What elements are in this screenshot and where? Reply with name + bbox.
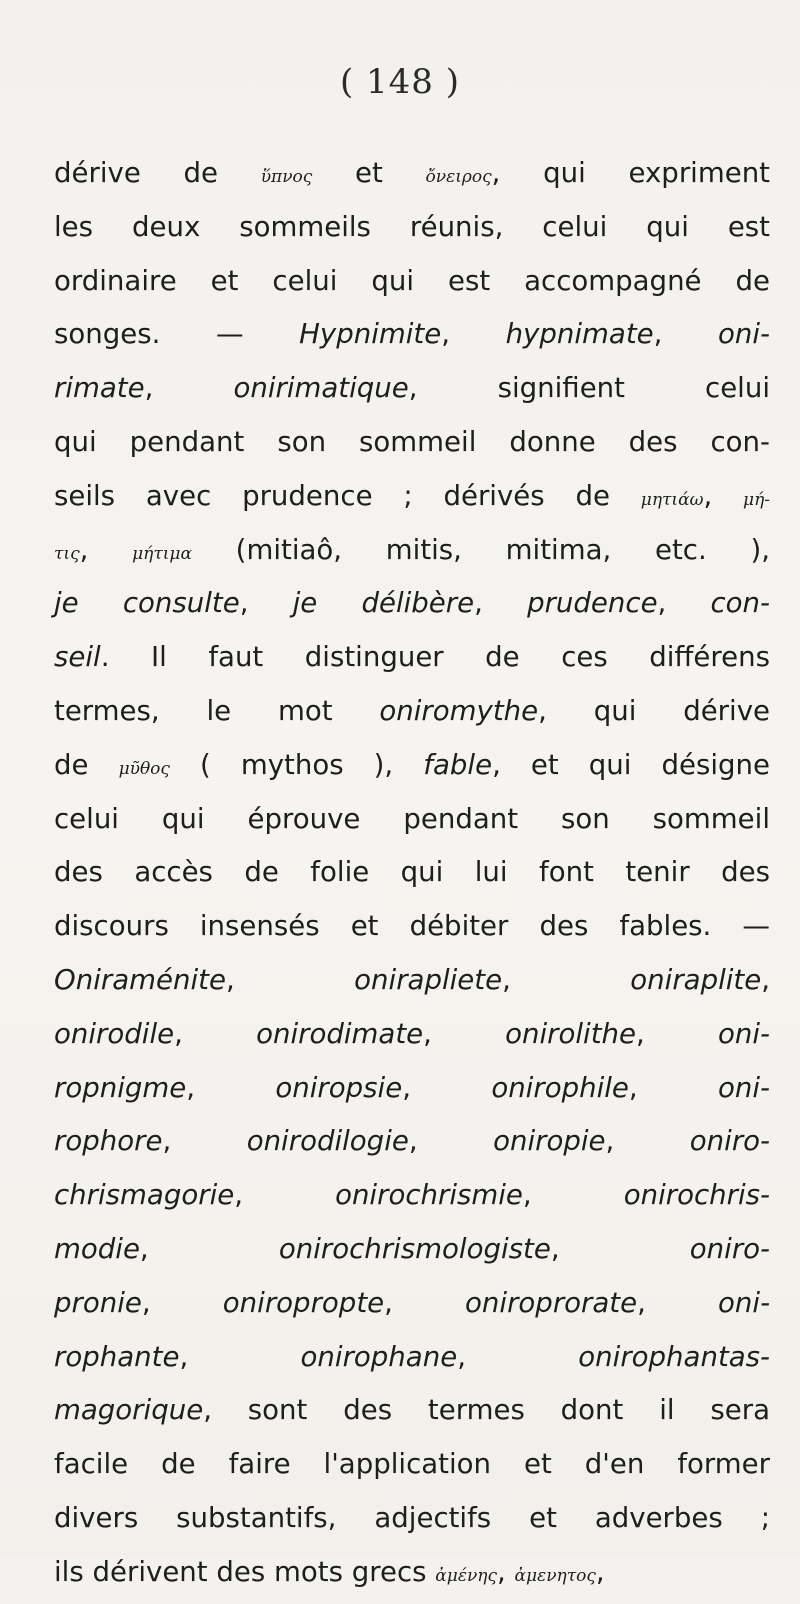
text-segment: , bbox=[179, 1339, 301, 1373]
text-segment: , bbox=[162, 1124, 247, 1158]
text-segment: ordinaire et celui qui est accompagné de bbox=[54, 263, 770, 297]
body-text bbox=[54, 146, 770, 1599]
text-line bbox=[54, 1007, 770, 1061]
text-segment: , bbox=[605, 1124, 690, 1158]
text-line bbox=[54, 1114, 770, 1168]
italic-term: je délibère bbox=[292, 586, 475, 620]
text-segment: , bbox=[653, 317, 718, 351]
italic-term: fable bbox=[423, 747, 493, 781]
italic-term: onirodile bbox=[54, 1016, 175, 1050]
italic-term: Oniraménite bbox=[54, 962, 226, 996]
italic-term: oniropie bbox=[493, 1124, 606, 1158]
italic-term: seil bbox=[54, 640, 101, 674]
italic-term: oniroprorate bbox=[465, 1285, 638, 1319]
text-segment: , sont des termes dont il sera bbox=[203, 1393, 770, 1427]
text-segment: divers substantifs, adjectifs et adverbes ; bbox=[54, 1500, 770, 1534]
text-line bbox=[54, 845, 770, 899]
text-segment: seils avec prudence ; dérivés de bbox=[54, 478, 641, 512]
text-segment: termes, le mot bbox=[54, 693, 380, 727]
italic-term: pronie bbox=[54, 1285, 142, 1319]
italic-term: onirochrismologiste bbox=[278, 1231, 551, 1265]
greek-word: ἀμένης bbox=[435, 1565, 497, 1586]
text-segment: (mitiaô, mitis, mitima, etc. ), bbox=[191, 532, 771, 566]
text-line bbox=[54, 1061, 770, 1115]
text-segment: , bbox=[474, 586, 528, 620]
text-line bbox=[54, 792, 770, 846]
text-line bbox=[54, 576, 770, 630]
text-segment: des accès de folie qui lui font tenir des bbox=[54, 855, 770, 889]
text-segment: , bbox=[141, 1285, 223, 1319]
italic-term: rophante bbox=[54, 1339, 180, 1373]
italic-term: oniro- bbox=[689, 1231, 771, 1265]
italic-term: oni- bbox=[718, 1285, 771, 1319]
text-segment: , bbox=[423, 1016, 506, 1050]
italic-term: rophore bbox=[54, 1124, 163, 1158]
italic-term: hypnimate bbox=[505, 317, 654, 351]
text-segment: , bbox=[384, 1285, 466, 1319]
italic-term: onirodilogie bbox=[246, 1124, 409, 1158]
italic-term: Hypnimite bbox=[299, 317, 442, 351]
text-segment: et bbox=[312, 156, 426, 189]
italic-term: oni- bbox=[717, 317, 770, 351]
text-line bbox=[54, 361, 770, 415]
italic-term: onirodimate bbox=[256, 1016, 424, 1050]
text-segment: , bbox=[144, 371, 234, 405]
text-segment: , bbox=[657, 586, 711, 620]
italic-term: onirophantas- bbox=[578, 1339, 771, 1373]
text-segment: discours insensés et débiter des fables. — bbox=[54, 909, 770, 943]
text-segment: , bbox=[636, 1016, 719, 1050]
text-line bbox=[54, 953, 770, 1007]
italic-term: oniropropte bbox=[222, 1285, 385, 1319]
text-segment: , qui dérive bbox=[538, 693, 770, 727]
greek-word: ἀμενητος bbox=[514, 1565, 596, 1586]
text-line bbox=[54, 1383, 770, 1437]
text-segment: , bbox=[637, 1285, 719, 1319]
text-line bbox=[54, 1330, 770, 1384]
text-segment: , bbox=[402, 1070, 492, 1104]
italic-term: oniro- bbox=[689, 1124, 771, 1158]
text-segment: songes. — bbox=[54, 317, 300, 351]
italic-term: onirochrismie bbox=[335, 1178, 523, 1212]
text-line bbox=[54, 146, 770, 200]
page-number: ( 148 ) bbox=[339, 62, 461, 102]
text-segment: , bbox=[225, 962, 355, 996]
text-segment: facile de faire l'application et d'en former bbox=[54, 1447, 770, 1481]
text-line bbox=[54, 254, 770, 308]
text-segment: qui pendant son sommeil donne des con- bbox=[54, 424, 770, 458]
text-segment: , bbox=[550, 1231, 690, 1265]
text-segment: , bbox=[497, 1554, 515, 1588]
italic-term: chrismagorie bbox=[54, 1178, 235, 1212]
italic-term: onirapliete bbox=[354, 962, 503, 996]
greek-word: ὄνειρος bbox=[425, 167, 492, 187]
text-line bbox=[54, 1276, 770, 1330]
italic-term: modie bbox=[54, 1231, 140, 1265]
text-segment: , bbox=[457, 1339, 579, 1373]
text-segment: , bbox=[139, 1231, 279, 1265]
text-segment: , et qui désigne bbox=[492, 747, 770, 781]
text-segment: de bbox=[54, 747, 119, 781]
italic-term: oni- bbox=[718, 1016, 771, 1050]
text-line bbox=[54, 200, 770, 254]
italic-term: oni- bbox=[718, 1070, 770, 1104]
italic-term: ropnigme bbox=[54, 1070, 187, 1104]
italic-term: je consulte bbox=[54, 586, 240, 620]
text-line bbox=[54, 899, 770, 953]
text-line bbox=[54, 684, 770, 738]
italic-term: onirimatique bbox=[233, 371, 409, 405]
text-segment: , bbox=[595, 1554, 605, 1588]
text-line bbox=[54, 1168, 770, 1222]
text-segment: , bbox=[174, 1016, 257, 1050]
greek-word: μητιάω bbox=[640, 489, 704, 510]
text-segment: , bbox=[186, 1070, 276, 1104]
text-segment: , bbox=[239, 586, 293, 620]
italic-term: oniraplite bbox=[630, 962, 762, 996]
text-line bbox=[54, 1545, 770, 1599]
italic-term: onirolithe bbox=[505, 1016, 637, 1050]
text-segment: , qui expriment bbox=[491, 156, 770, 189]
text-segment: , bbox=[703, 478, 744, 512]
text-line bbox=[54, 630, 770, 684]
italic-term: prudence bbox=[527, 586, 658, 620]
text-segment: , bbox=[628, 1070, 718, 1104]
text-segment: , bbox=[522, 1178, 624, 1212]
text-line bbox=[54, 523, 770, 577]
italic-term: magorique bbox=[54, 1393, 204, 1427]
text-segment: , bbox=[234, 1178, 336, 1212]
text-segment: , bbox=[441, 317, 506, 351]
italic-term: con- bbox=[710, 586, 770, 620]
italic-term: onirochris- bbox=[623, 1178, 771, 1212]
text-segment: ( mythos ), bbox=[169, 747, 424, 781]
greek-word: τις bbox=[54, 543, 80, 564]
text-line bbox=[54, 738, 770, 792]
text-segment: dérive de bbox=[54, 156, 261, 189]
text-segment: celui qui éprouve pendant son sommeil bbox=[54, 801, 770, 835]
text-segment: . Il faut distinguer de ces différens bbox=[100, 640, 770, 674]
text-line bbox=[54, 307, 770, 361]
text-segment: , bbox=[761, 962, 771, 996]
text-segment: , bbox=[502, 962, 631, 996]
greek-word: ὕπνος bbox=[260, 167, 313, 187]
text-line bbox=[54, 1222, 770, 1276]
text-segment: , bbox=[79, 532, 133, 566]
italic-term: onirophile bbox=[491, 1070, 629, 1104]
text-line bbox=[54, 1491, 770, 1545]
italic-term: onirophane bbox=[300, 1339, 458, 1373]
text-segment: les deux sommeils réunis, celui qui est bbox=[54, 209, 770, 243]
greek-word: μή- bbox=[743, 489, 771, 510]
greek-word: μήτιμα bbox=[132, 543, 192, 564]
text-line bbox=[54, 1437, 770, 1491]
text-segment: , bbox=[408, 1124, 494, 1158]
greek-word: μῦθος bbox=[118, 758, 170, 779]
italic-term: oniromythe bbox=[379, 693, 539, 727]
italic-term: oniropsie bbox=[275, 1070, 403, 1104]
text-segment: , signifient celui bbox=[408, 371, 771, 405]
italic-term: rimate bbox=[54, 371, 145, 405]
text-segment: ils dérivent des mots grecs bbox=[54, 1554, 436, 1588]
text-line bbox=[54, 415, 770, 469]
text-line bbox=[54, 469, 770, 523]
